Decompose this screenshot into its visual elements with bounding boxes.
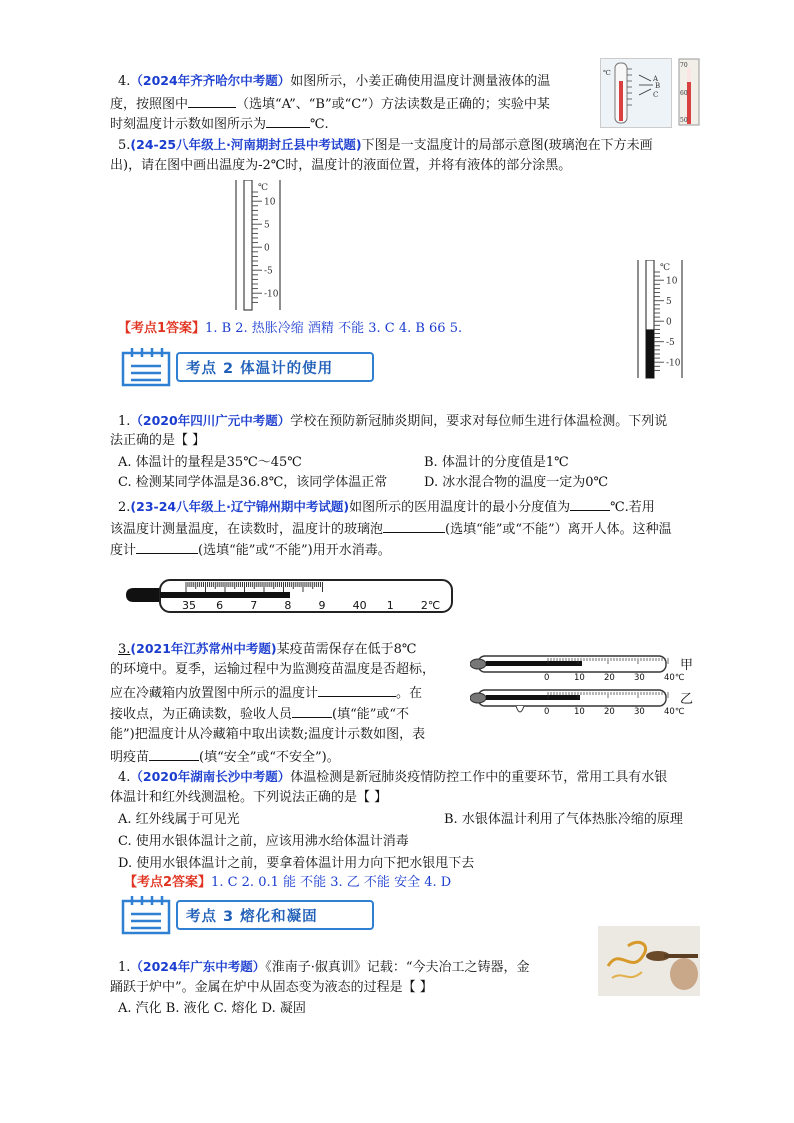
option-d[interactable]: D. 使用水银体温计之前，要拿着体温计用力向下把水银甩下去 (118, 856, 475, 871)
scale-label: -10 (264, 289, 279, 300)
section-title-box (176, 900, 374, 930)
q2-3-line1: 3.(2021年江苏常州中考题)某疫苗需保存在低于8℃ (118, 641, 417, 657)
scale-label: 0 (544, 707, 550, 717)
liquid-column (486, 661, 582, 666)
scale-label: 7 (250, 599, 258, 612)
vaccine-thermometers-svg (470, 650, 700, 722)
notepad-icon (120, 346, 176, 388)
thermometer-reading-svg (601, 59, 671, 127)
unit-label: ℃ (603, 69, 611, 77)
mercury-column (160, 592, 290, 598)
thermometer-name: 甲 (680, 658, 694, 673)
q2-1-line1: 1.（2020年四川广元中考题）学校在预防新冠肺炎期间，要求对每位师生进行体温检测。下列说 (118, 413, 668, 429)
section-banner-2 (120, 346, 370, 386)
q3-1-options[interactable]: A. 汽化 B. 液化 C. 熔化 D. 凝固 (118, 1001, 306, 1016)
scale-label: 40 (352, 599, 367, 612)
thermometer-answer-svg (628, 260, 708, 380)
q1-5-line2: 出)，请在图中画出温度为-2℃时，温度计的液面位置，并将有液体的部分涂黑。 (110, 158, 572, 173)
q2-2-line1: 2.(23-24八年级上·辽宁锦州期中考试题)如图所示的医用温度计的最小分度值为 ℃.若用 (118, 499, 655, 515)
scale-label: 30 (634, 707, 645, 717)
q2-3-line6: 明疫苗 (填“安全”或“不安全”)。 (110, 747, 340, 767)
section-title-box (176, 352, 374, 382)
option-d[interactable]: D. 冰水混合物的温度一定为0℃ (424, 475, 609, 490)
scale-label: 40℃ (664, 673, 685, 683)
q2-1-line2: 法正确的是【 】 (110, 433, 206, 448)
scale-label: 10 (574, 707, 585, 717)
answer-blank[interactable] (383, 519, 445, 533)
scale-label: 0 (666, 317, 672, 328)
q3-1-line1: 1.（2024年广东中考题）《淮南子·俶真训》记载：“今夫冶工之铸器，金 (118, 959, 530, 975)
answer-blank[interactable] (292, 704, 332, 718)
section-banner-3 (120, 894, 370, 934)
q2-3-line4: 接收点，为正确读数，验收人员 (填“能”或“不 (110, 704, 409, 724)
thermometer-tube (244, 180, 252, 310)
option-a[interactable]: A. 体温计的量程是35℃～45℃ (118, 455, 302, 470)
thermometer-scale-figure (678, 58, 700, 126)
scale-label: 5 (666, 297, 672, 308)
q1-4-line2: 度，按照图中 （选填“A”、“B”或“C”）方法读数是正确的；实验中某 (110, 94, 550, 114)
option-b[interactable]: B. 水银体温计利用了气体热胀冷缩的原理 (444, 812, 683, 827)
answer-blank[interactable] (136, 540, 198, 554)
svg-text:60: 60 (680, 90, 688, 97)
thermometer-name: 乙 (680, 692, 694, 707)
option-c[interactable]: C. 检测某同学体温是36.8℃，该同学体温正常 (118, 475, 388, 490)
q1-4-line1: 4.（2024年齐齐哈尔中考题）如图所示，小姜正确使用温度计测量液体的温 (118, 73, 551, 89)
scale-label: 0 (544, 673, 550, 683)
q2-3-line2: 的环境中。夏季，运输过程中为监测疫苗温度是否超标， (110, 662, 436, 677)
scale-label: 2℃ (420, 599, 441, 612)
liquid-column (486, 695, 580, 700)
scale-label: 6 (216, 599, 224, 612)
scale-label: 20 (604, 673, 615, 683)
scale-label: 10 (574, 673, 585, 683)
q1-5-source: (24-25八年级上·河南期封丘县中考试题) (130, 137, 362, 152)
scale-label: 35 (182, 599, 196, 612)
scale-label: -5 (666, 338, 675, 349)
q2-4-line2: 体温计和红外线测温枪。下列说法正确的是【 】 (110, 790, 388, 805)
scale-label: 5 (264, 220, 270, 231)
answer-key-2: 【考点2答案】1. C 2. 0.1 能 不能 3. 乙 不能 安全 4. D (124, 875, 452, 890)
scale-label: -10 (666, 358, 681, 369)
thermometer-figure-blank (230, 180, 310, 312)
scale-label: 40℃ (664, 707, 685, 717)
scale-label: 1 (386, 599, 394, 612)
scale-label: -5 (264, 266, 273, 277)
svg-text:70: 70 (680, 62, 688, 69)
q2-3-line5: 能”)把温度计从冷藏箱中取出读数;温度计示数如图，表 (110, 727, 426, 742)
scale-label: 10 (666, 276, 678, 287)
q1-4-line3: 时刻温度计示数如图所示为 ℃. (110, 114, 329, 134)
clinical-thermometer-svg (120, 572, 460, 618)
option-c[interactable]: C. 使用水银体温计之前，应该用沸水给体温计消毒 (118, 834, 409, 849)
thermometer-scale-svg (678, 58, 700, 126)
thermometer-blank-svg (230, 180, 310, 312)
thermometer-figure-answer (628, 260, 708, 380)
answer-blank[interactable] (318, 683, 396, 697)
mark-a: A (653, 75, 659, 83)
svg-text:50: 50 (680, 117, 688, 124)
scale-label: 8 (284, 599, 292, 612)
scale-label: 0 (264, 243, 270, 254)
constriction (516, 706, 524, 712)
mercury-bulb (126, 588, 160, 602)
q2-4-line1: 4.（2020年湖南长沙中考题）体温检测是新冠肺炎疫情防控工作中的重要环节，常用工具有水银 (118, 769, 668, 785)
section-title: 考点 2 体温计的使用 (186, 361, 334, 377)
q2-2-line3: 度计 (选填“能”或“不能”)用开水消毒。 (110, 540, 391, 560)
thermometer-bulb (470, 693, 486, 703)
answer-key-1: 【考点1答案】1. B 2. 热胀冷缩 酒精 不能 3. C 4. B 66 5. (118, 321, 463, 336)
section-title: 考点 3 熔化和凝固 (186, 909, 318, 925)
unit-label: ℃ (258, 183, 269, 193)
molten-metal-illustration (598, 926, 700, 996)
liquid-column (646, 329, 654, 378)
option-a[interactable]: A. 红外线属于可见光 (118, 812, 240, 827)
answer-blank[interactable] (266, 114, 310, 128)
q1-4-source: （2024年齐齐哈尔中考题） (130, 73, 291, 88)
option-b[interactable]: B. 体温计的分度值是1℃ (424, 455, 569, 470)
mark-b: B (655, 82, 661, 90)
unit-label: ℃ (660, 263, 671, 273)
mark-c: C (653, 91, 659, 99)
scale-label: 20 (604, 707, 615, 717)
answer-blank[interactable] (188, 94, 236, 108)
vaccine-thermometers-figure (470, 650, 700, 722)
scale-label: 9 (318, 599, 326, 612)
scale-label: 10 (264, 197, 276, 208)
q3-1-line2: 踊跃于炉中”。金属在炉中从固态变为液态的过程是【 】 (110, 980, 433, 995)
molten-metal-photo (598, 926, 700, 996)
thermometer-reading-figure (600, 58, 672, 128)
q1-5-line1: 5.(24-25八年级上·河南期封丘县中考试题)下图是一支温度计的局部示意图(玻璃泡在下方未画 (118, 137, 653, 153)
q2-3-line3: 应在冷藏箱内放置图中所示的温度计 。在 (110, 683, 422, 703)
clinical-thermometer-figure (120, 572, 460, 618)
answer-blank[interactable] (570, 497, 610, 511)
q2-2-line2: 该温度计测量温度，在读数时，温度计的玻璃泡 (选填“能”或“不能”）离开人体。这种温 (110, 519, 672, 539)
thermometer-bulb (470, 659, 486, 669)
answer-blank[interactable] (149, 747, 199, 761)
notepad-icon (120, 894, 176, 936)
scale-label: 30 (634, 673, 645, 683)
